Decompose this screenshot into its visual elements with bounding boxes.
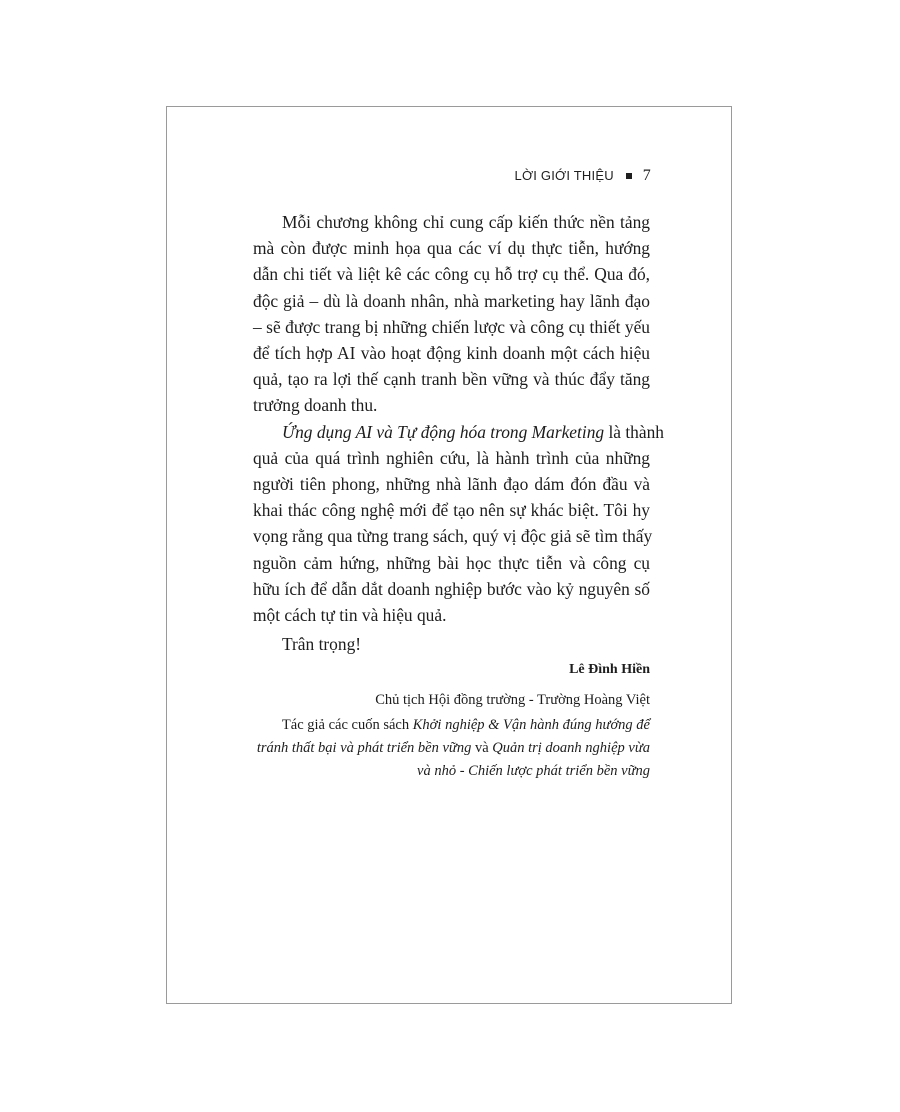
text-line: Mỗi chương không chỉ cung cấp kiến thức nền tảng xyxy=(282,212,650,232)
text-line: – sẽ được trang bị những chiến lược và công cụ thiết yếu xyxy=(253,316,650,337)
text-line: trưởng doanh thu. xyxy=(253,395,378,416)
work-title: Quản trị doanh nghiệp vừa xyxy=(492,740,650,756)
text-line: vọng rằng qua từng trang sách, quý vị độc giả sẽ tìm thấy xyxy=(253,526,653,547)
book-page xyxy=(166,106,732,1004)
author-works xyxy=(167,714,650,783)
header-bullet-icon xyxy=(626,173,632,179)
closing-line: Trân trọng! xyxy=(282,634,362,655)
works-conjunction: và xyxy=(471,740,493,756)
page-number: 7 xyxy=(642,167,651,184)
text-line: dẫn chi tiết và liệt kê các công cụ hỗ trợ cụ thể. Qua đó, xyxy=(253,264,650,285)
work-title: Khởi nghiệp & Vận hành đúng hướng để xyxy=(412,717,650,733)
work-title: tránh thất bại và phát triển bền vững xyxy=(256,740,472,756)
signature-block xyxy=(167,659,650,783)
author-role: Chủ tịch Hội đồng trường - Trường Hoàng Việt xyxy=(375,692,650,708)
paragraph-1 xyxy=(253,209,650,419)
text-line: độc giả – dù là doanh nhân, nhà marketing hay lãnh đạo xyxy=(253,290,650,311)
text-line: người tiên phong, những nhà lãnh đạo dám đón đầu và xyxy=(253,474,650,495)
work-title: và nhỏ - Chiến lược phát triển bền vững xyxy=(417,763,650,779)
text-line: hữu ích để dẫn dắt doanh nghiệp bước vào kỷ nguyên số xyxy=(253,578,650,599)
author-name: Lê Đình Hiền xyxy=(569,662,650,677)
text-line xyxy=(253,419,664,445)
text-fragment: là thành xyxy=(604,421,664,442)
text-line: nguồn cảm hứng, những bài học thực tiễn và công cụ xyxy=(253,552,650,573)
paragraph-2 xyxy=(253,419,664,629)
section-title: LỜI GIỚI THIỆU xyxy=(514,168,614,183)
running-header xyxy=(167,167,651,185)
text-line: khai thác công nghệ mới để tạo nên sự khác biệt. Tôi hy xyxy=(253,500,650,521)
text-line: mà còn được minh họa qua các ví dụ thực tiễn, hướng xyxy=(253,238,650,259)
body-text xyxy=(253,209,664,657)
book-title: Ứng dụng AI và Tự động hóa trong Marketing xyxy=(282,421,605,442)
text-line: quả, tạo ra lợi thế cạnh tranh bền vững và thúc đẩy tăng xyxy=(253,369,650,390)
text-line: một cách tự tin và hiệu quả. xyxy=(253,605,447,626)
text-line: để tích hợp AI vào hoạt động kinh doanh một cách hiệu xyxy=(253,343,650,364)
text-line: quả của quá trình nghiên cứu, là hành trình của những xyxy=(253,447,650,468)
works-prefix: Tác giả các cuốn sách xyxy=(281,717,413,733)
